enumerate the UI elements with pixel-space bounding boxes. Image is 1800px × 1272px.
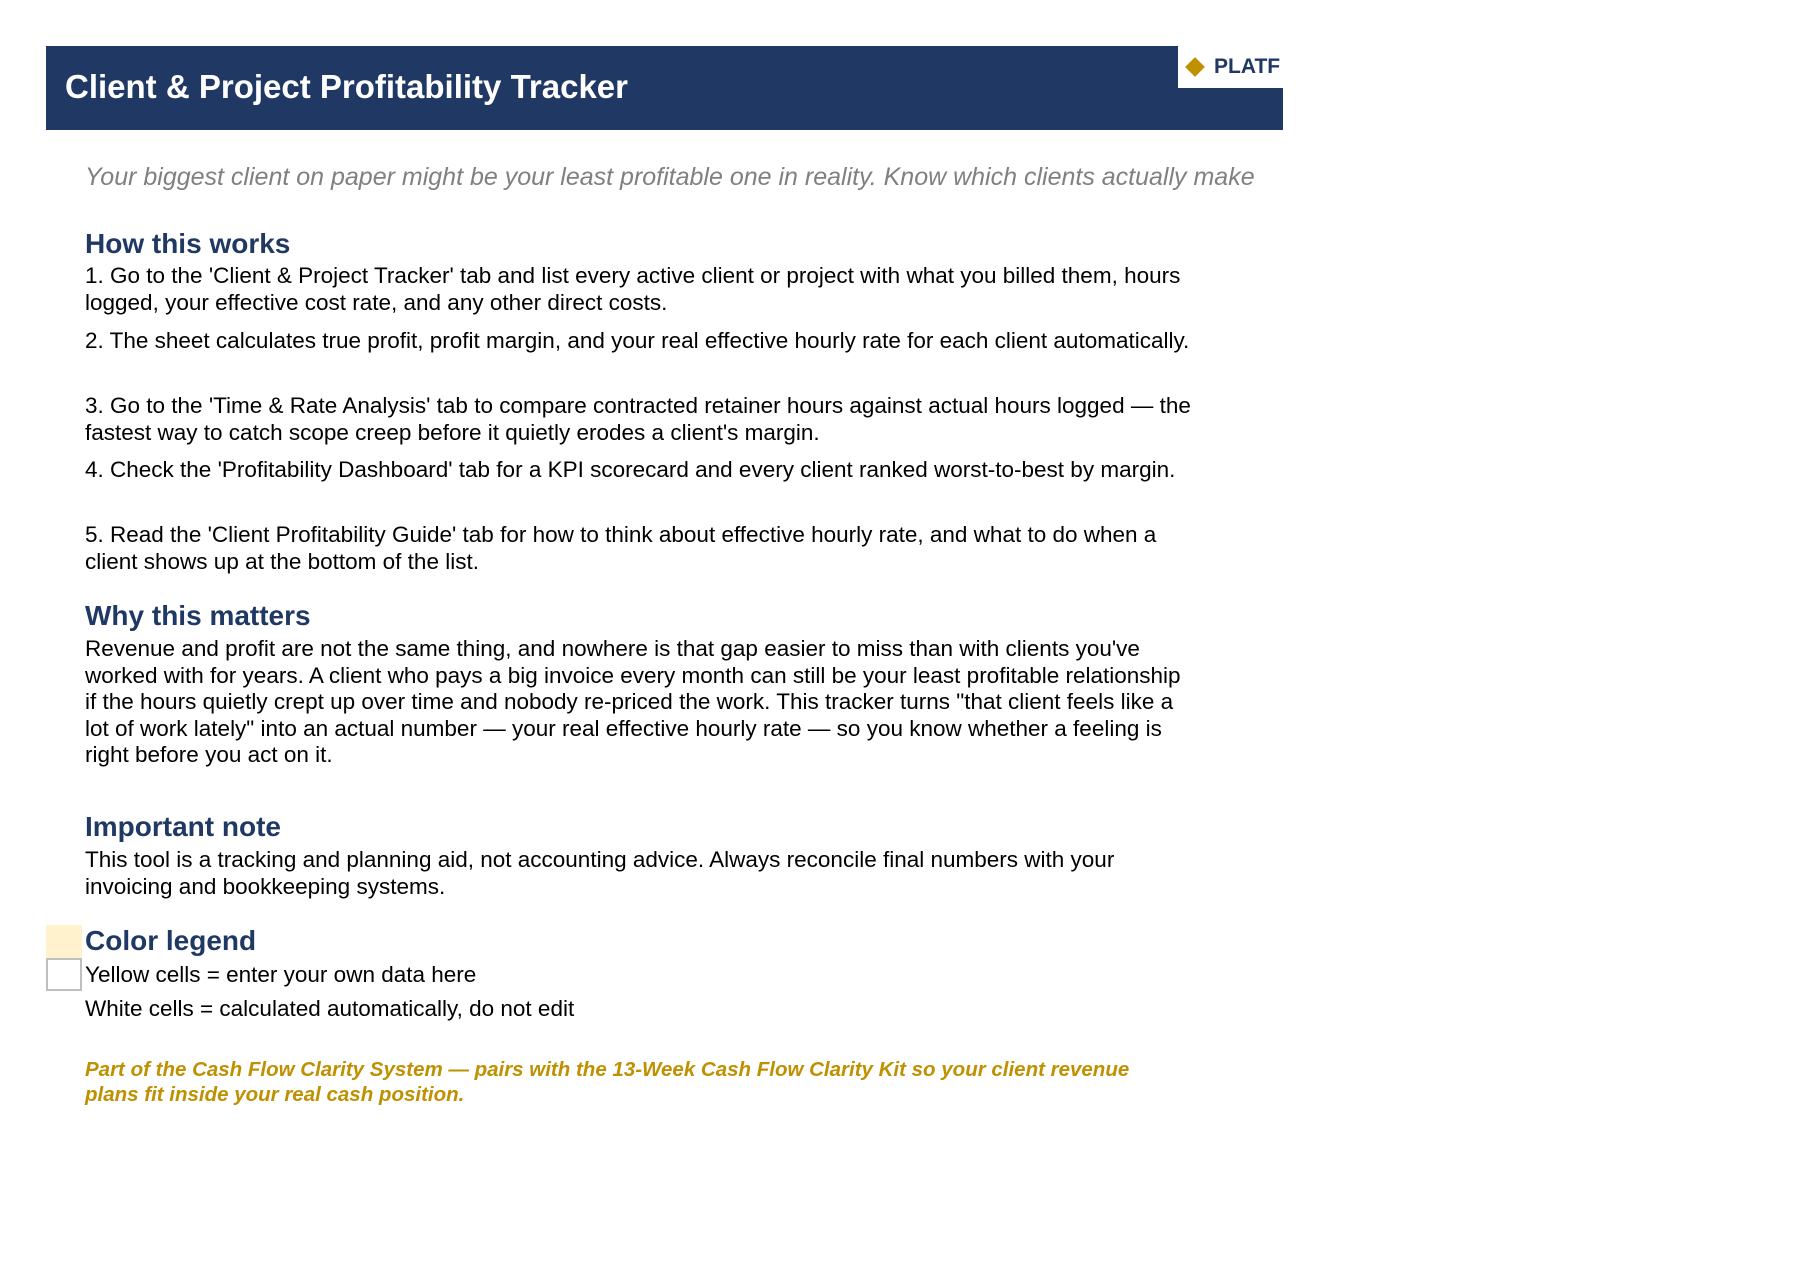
step-3: 3. Go to the 'Time & Rate Analysis' tab to compare contracted retainer hours against actual hours logged — the fastest way to catch scope creep before it quietly erodes a client's margin. [85,393,1191,445]
footer-note: Part of the Cash Flow Clarity System — pairs with the 13-Week Cash Flow Clarity Kit so your client revenue plans fit inside your real cash position. [85,1058,1130,1106]
important-note-heading: Important note [85,811,281,842]
color-legend-heading: Color legend [85,925,257,956]
legend-yellow-label: Yellow cells = enter your own data here [85,962,477,987]
tagline-container [85,163,1283,192]
tagline: Your biggest client on paper might be your least profitable one in reality. Know which clients actually make [85,163,1255,191]
brand-logo-text: PLATF [1214,55,1281,78]
title-banner [46,46,1283,130]
why-it-matters-heading: Why this matters [85,600,311,631]
how-it-works-heading: How this works [85,228,291,259]
page-title: Client & Project Profitability Tracker [65,68,628,105]
diamond-icon [1185,57,1205,77]
step-5: 5. Read the 'Client Profitability Guide' tab for how to think about effective hourly rate, and what to do when a client shows up at the bottom of the list. [85,522,1157,574]
important-note-body: This tool is a tracking and planning aid, not accounting advice. Always reconcile final numbers with your invoicing and bookkeeping systems. [85,847,1115,899]
white-cell-swatch [46,958,82,991]
brand-logo [1178,46,1283,88]
step-1: 1. Go to the 'Client & Project Tracker' tab and list every active client or project with what you billed them, hours logged, your effective cost rate, and any other direct costs. [85,263,1181,315]
legend-white-label: White cells = calculated automatically, do not edit [85,996,575,1021]
step-2: 2. The sheet calculates true profit, profit margin, and your real effective hourly rate for each client automatically. [85,328,1190,353]
yellow-cell-swatch [46,925,82,958]
why-it-matters-body: Revenue and profit are not the same thing, and nowhere is that gap easier to miss than with clients you've worked with for years. A client who pays a big invoice every month can still be your least profitable relationship if the hours quietly crept up over time and nobody re-priced the work. This tracker turns "that client feels like a lot of work lately" into an actual number — your real effective hourly rate — so you know whether a feeling is right before you act on it. [85,636,1181,767]
step-4: 4. Check the 'Profitability Dashboard' tab for a KPI scorecard and every client ranked worst-to-best by margin. [85,457,1176,482]
